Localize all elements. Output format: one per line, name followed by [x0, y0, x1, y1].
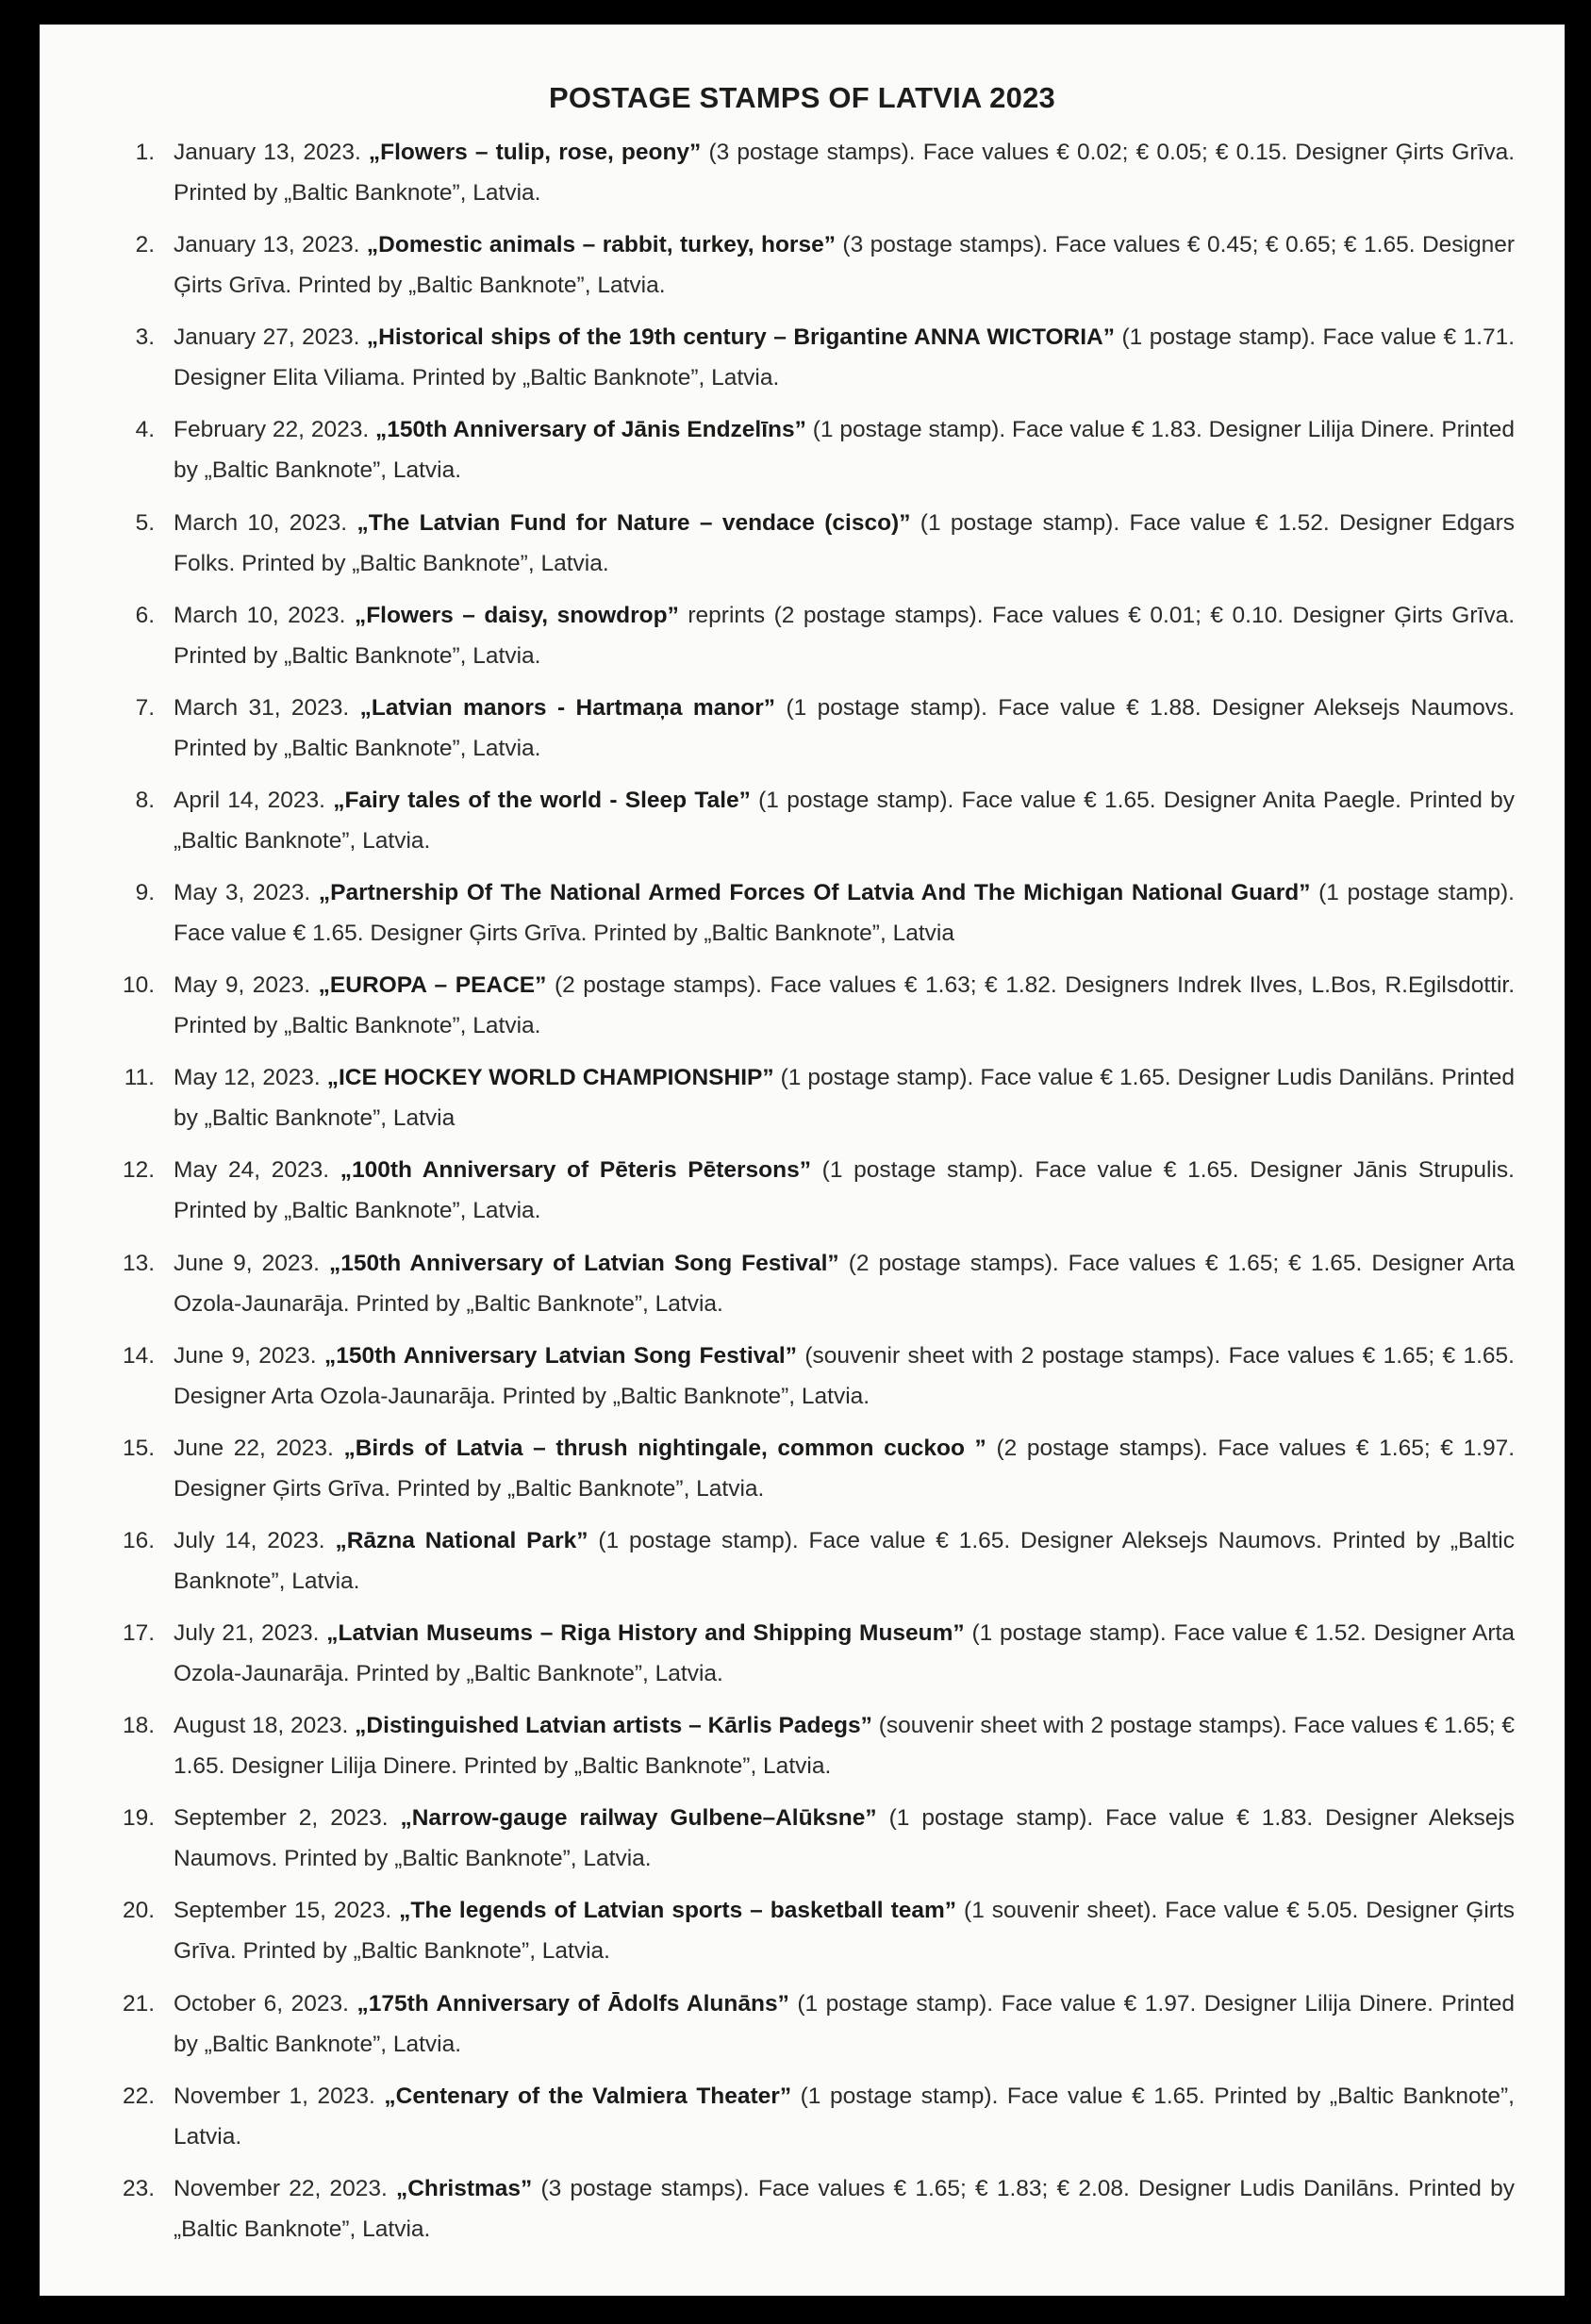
item-date: May 12, 2023.	[174, 1065, 321, 1091]
list-item	[106, 224, 1515, 306]
item-date: September 15, 2023.	[174, 1898, 392, 1924]
item-number: 9.	[135, 880, 155, 905]
item-date: March 10, 2023.	[174, 602, 346, 628]
item-number: 23.	[122, 2175, 155, 2201]
item-stamp-name: „150th Anniversary of Jānis Endzelīns”	[375, 417, 806, 443]
item-details: (1 postage stamp). Face value € 1.65. Printed by „Baltic Banknote”, Latvia.	[174, 2083, 1515, 2150]
item-details: reprints (2 postage stamps). Face values € 0.01; € 0.10. Designer Ģirts Grīva. Printed by „Baltic Banknote”, Latvia.	[174, 602, 1516, 669]
item-stamp-name: „The legends of Latvian sports – basketball team”	[399, 1898, 957, 1924]
item-date: May 9, 2023.	[174, 972, 311, 999]
item-details: (1 postage stamp). Face value € 1.88. Designer Aleksejs Naumovs. Printed by „Baltic Banknote”, Latvia.	[174, 694, 1516, 761]
list-item	[106, 688, 1515, 769]
item-date: February 22, 2023.	[174, 417, 370, 443]
item-text	[174, 2076, 1515, 2157]
list-item	[106, 1520, 1515, 1602]
item-date: January 13, 2023.	[174, 232, 360, 258]
item-text	[174, 1428, 1515, 1509]
item-text	[174, 409, 1515, 490]
list-item	[106, 780, 1515, 861]
list-item	[106, 503, 1515, 584]
item-text	[174, 1057, 1515, 1138]
item-number: 13.	[122, 1250, 155, 1276]
item-date: May 24, 2023.	[174, 1157, 330, 1184]
item-details: (1 souvenir sheet). Face value € 5.05. Designer Ģirts Grīva. Printed by „Baltic Banknote”, Latvia.	[174, 1898, 1516, 1965]
item-date: May 3, 2023.	[174, 880, 311, 905]
item-text	[174, 1150, 1515, 1231]
item-number: 7.	[135, 694, 155, 721]
item-date: July 14, 2023.	[174, 1527, 325, 1553]
list-item	[106, 1613, 1515, 1694]
item-stamp-name: „Latvian Museums – Riga History and Shipping Museum”	[326, 1620, 965, 1646]
item-number: 4.	[135, 417, 155, 443]
item-number: 1.	[135, 140, 155, 165]
item-stamp-name: „Distinguished Latvian artists – Kārlis Padegs”	[355, 1713, 872, 1739]
list-item	[106, 872, 1515, 954]
item-stamp-name: „100th Anniversary of Pēteris Pētersons”	[340, 1157, 811, 1184]
item-text	[174, 503, 1515, 584]
item-text	[174, 224, 1515, 306]
item-details: (2 postage stamps). Face values € 1.65; € 1.65. Designer Arta Ozola-Jaunarāja. Printed by „Baltic Banknote”, Latvia.	[174, 1250, 1515, 1317]
item-text	[174, 1890, 1515, 1971]
item-number: 11.	[124, 1065, 155, 1091]
item-text	[174, 688, 1515, 769]
list-item	[106, 1705, 1515, 1786]
list-item	[106, 1798, 1515, 1879]
item-stamp-name: „Christmas”	[395, 2175, 533, 2201]
item-date: August 18, 2023.	[174, 1713, 349, 1739]
item-stamp-name: „Partnership Of The National Armed Forces Of Latvia And The Michigan National Guard”	[318, 880, 1311, 905]
item-details: (souvenir sheet with 2 postage stamps). Face values € 1.65; € 1.65. Designer Lilija Dinere. Printed by „Baltic Banknote”, Latvia.	[174, 1713, 1515, 1780]
item-date: November 22, 2023.	[174, 2175, 388, 2201]
item-number: 2.	[135, 232, 155, 258]
item-stamp-name: „Fairy tales of the world - Sleep Tale”	[333, 787, 751, 813]
list-item	[106, 2076, 1515, 2157]
item-text	[174, 595, 1515, 676]
item-stamp-name: „Historical ships of the 19th century – Brigantine ANNA WICTORIA”	[366, 324, 1116, 351]
list-item	[106, 2168, 1515, 2249]
item-details: (3 postage stamps). Face values € 1.65; € 1.83; € 2.08. Designer Ludis Danilāns. Printed by „Baltic Banknote”, Latvia.	[174, 2175, 1515, 2242]
list-item	[106, 409, 1515, 490]
list-item	[106, 1428, 1515, 1509]
item-text	[174, 872, 1515, 954]
item-date: March 10, 2023.	[174, 509, 348, 536]
item-number: 16.	[122, 1527, 155, 1553]
item-date: June 9, 2023.	[174, 1342, 317, 1369]
item-stamp-name: „Narrow-gauge railway Gulbene–Alūksne”	[400, 1805, 877, 1832]
item-text	[174, 1520, 1515, 1602]
item-number: 20.	[122, 1898, 155, 1924]
list-item	[106, 132, 1515, 213]
page-title: POSTAGE STAMPS OF LATVIA 2023	[549, 81, 1055, 114]
list-item	[106, 1057, 1515, 1138]
item-stamp-name: „150th Anniversary of Latvian Song Festival”	[328, 1250, 839, 1276]
item-text	[174, 2168, 1515, 2249]
item-details: (1 postage stamp). Face value € 1.65. Designer Aleksejs Naumovs. Printed by „Baltic Banknote”, Latvia.	[174, 1527, 1515, 1594]
item-date: January 27, 2023.	[174, 324, 360, 351]
list-item	[106, 595, 1515, 676]
item-text	[174, 1613, 1515, 1694]
item-details: (2 postage stamps). Face values € 1.65; € 1.97. Designer Ģirts Grīva. Printed by „Baltic Banknote”, Latvia.	[174, 1435, 1516, 1502]
item-details: (1 postage stamp). Face value € 1.97. Designer Lilija Dinere. Printed by „Baltic Banknote”, Latvia.	[174, 1990, 1516, 2057]
list-item	[106, 317, 1515, 398]
list-item	[106, 1243, 1515, 1324]
item-stamp-name: „Latvian manors - Hartmaņa manor”	[359, 694, 776, 721]
item-details: (1 postage stamp). Face value € 1.83. Designer Lilija Dinere. Printed by „Baltic Banknote”, Latvia.	[174, 417, 1515, 484]
item-date: July 21, 2023.	[174, 1620, 320, 1646]
item-date: April 14, 2023.	[174, 787, 325, 813]
item-details: (1 postage stamp). Face value € 1.71. Designer Elita Viliama. Printed by „Baltic Banknote”, Latvia.	[174, 324, 1516, 391]
stamp-list	[106, 132, 1515, 2249]
list-item	[106, 965, 1515, 1046]
item-text	[174, 1798, 1515, 1879]
item-date: September 2, 2023.	[174, 1805, 389, 1832]
item-text	[174, 1705, 1515, 1786]
item-number: 21.	[122, 1990, 155, 2017]
item-details: (1 postage stamp). Face value € 1.65. Designer Ludis Danilāns. Printed by „Baltic Banknote”, Latvia	[174, 1065, 1515, 1132]
item-number: 19.	[122, 1805, 155, 1832]
item-details: (3 postage stamps). Face values € 0.02; € 0.05; € 0.15. Designer Ģirts Grīva. Printed by „Baltic Banknote”, Latvia.	[174, 140, 1515, 206]
item-details: (1 postage stamp). Face value € 1.65. Designer Jānis Strupulis. Printed by „Baltic Banknote”, Latvia.	[174, 1157, 1515, 1224]
item-stamp-name: „Flowers – daisy, snowdrop”	[354, 602, 679, 628]
item-number: 12.	[122, 1157, 155, 1184]
document-sheet	[40, 25, 1565, 2296]
item-text	[174, 132, 1515, 213]
item-date: November 1, 2023.	[174, 2083, 375, 2109]
item-text	[174, 317, 1515, 398]
item-date: June 22, 2023.	[174, 1435, 334, 1461]
item-number: 15.	[122, 1435, 155, 1461]
item-number: 8.	[135, 787, 155, 813]
item-details: (souvenir sheet with 2 postage stamps). Face values € 1.65; € 1.65. Designer Arta Ozola-Jaunarāja. Printed by „Baltic Banknote”, Latvia.	[174, 1342, 1515, 1409]
item-number: 22.	[122, 2083, 155, 2109]
item-number: 6.	[135, 602, 155, 628]
item-date: October 6, 2023.	[174, 1990, 349, 2017]
item-text	[174, 1243, 1515, 1324]
item-stamp-name: „Birds of Latvia – thrush nightingale, common cuckoo ”	[343, 1435, 986, 1461]
item-stamp-name: „Flowers – tulip, rose, peony”	[368, 140, 702, 165]
item-stamp-name: „Rāzna National Park”	[335, 1527, 588, 1553]
item-text	[174, 1984, 1515, 2065]
list-item	[106, 1984, 1515, 2065]
item-text	[174, 1336, 1515, 1417]
item-number: 17.	[122, 1620, 155, 1646]
item-details: (1 postage stamp). Face value € 1.65. Designer Anita Paegle. Printed by „Baltic Banknote”, Latvia.	[174, 787, 1515, 854]
item-details: (1 postage stamp). Face value € 1.83. Designer Aleksejs Naumovs. Printed by „Baltic Banknote”, Latvia.	[174, 1805, 1516, 1872]
item-number: 10.	[122, 972, 155, 999]
item-details: (1 postage stamp). Face value € 1.52. Designer Edgars Folks. Printed by „Baltic Banknote”, Latvia.	[174, 509, 1515, 576]
item-number: 5.	[135, 509, 155, 536]
item-stamp-name: „150th Anniversary Latvian Song Festival”	[324, 1342, 797, 1369]
item-number: 14.	[122, 1342, 155, 1369]
list-item	[106, 1890, 1515, 1971]
item-number: 3.	[135, 324, 155, 351]
list-item	[106, 1150, 1515, 1231]
item-stamp-name: „EUROPA – PEACE”	[318, 972, 547, 999]
item-date: March 31, 2023.	[174, 694, 350, 721]
item-details: (1 postage stamp). Face value € 1.52. Designer Arta Ozola-Jaunarāja. Printed by „Baltic Banknote”, Latvia.	[174, 1620, 1515, 1686]
item-number: 18.	[122, 1713, 155, 1739]
item-stamp-name: „ICE HOCKEY WORLD CHAMPIONSHIP”	[326, 1065, 774, 1091]
list-item	[106, 1336, 1515, 1417]
item-stamp-name: „175th Anniversary of Ādolfs Alunāns”	[356, 1990, 789, 2017]
item-stamp-name: „Centenary of the Valmiera Theater”	[384, 2083, 792, 2109]
item-details: (2 postage stamps). Face values € 1.63; € 1.82. Designers Indrek Ilves, L.Bos, R.Egilsdottir. Printed by „Baltic Banknote”, Latvia.	[174, 972, 1515, 1039]
item-stamp-name: „The Latvian Fund for Nature – vendace (cisco)”	[356, 509, 911, 536]
item-text	[174, 780, 1515, 861]
item-details: (1 postage stamp). Face value € 1.65. Designer Ģirts Grīva. Printed by „Baltic Banknote”, Latvia	[174, 880, 1515, 946]
item-date: January 13, 2023.	[174, 140, 361, 165]
item-date: June 9, 2023.	[174, 1250, 320, 1276]
item-details: (3 postage stamps). Face values € 0.45; € 0.65; € 1.65. Designer Ģirts Grīva. Printed by „Baltic Banknote”, Latvia.	[174, 232, 1516, 299]
item-text	[174, 965, 1515, 1046]
item-stamp-name: „Domestic animals – rabbit, turkey, horse”	[366, 232, 836, 258]
